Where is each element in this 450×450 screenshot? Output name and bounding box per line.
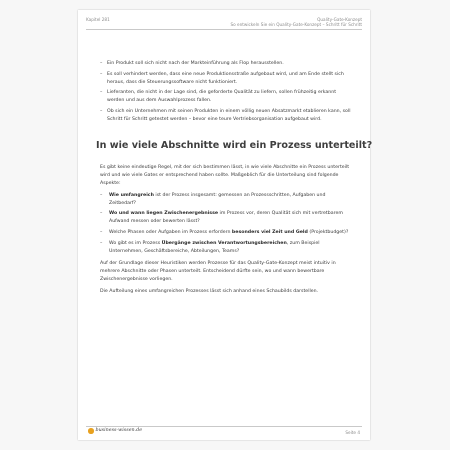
page-body	[96, 60, 373, 300]
header-chapter: Kapitel 281	[86, 17, 110, 22]
list-item-text: Lieferanten, die nicht in der Lage sind, die geforderte Qualität zu liefern, sollen frühzeitig erkannt werden und aus dem Auswahlprozess fallen.	[107, 90, 337, 104]
aspect-emphasis: besonders viel Zeit und Geld	[231, 229, 308, 235]
bullet-dash: –	[100, 192, 103, 198]
list-item-text: Es soll verhindert werden, dass eine neue Produktionsstraße aufgebaut wird, und am Ende stellt sich heraus, dass die Steuerungssoftware nicht funktioniert.	[107, 71, 344, 85]
bullet-dash: –	[100, 108, 103, 114]
list-item	[100, 229, 352, 237]
header-subtitle: So entwickeln Sie ein Quality-Gate-Konzept – Schritt für Schritt	[230, 22, 362, 28]
list-item	[100, 60, 352, 68]
list-item-text: Ob sich ein Unternehmen mit seinen Produkten in einem völlig neuen Absatzmarkt etablieren kann, soll Schritt für Schritt getestet werden – bevor eine teure Vertriebsorganisation aufgebaut wird.	[107, 108, 351, 122]
logo-text: business-wissen.de	[95, 428, 143, 434]
list-item	[100, 89, 352, 105]
document-page	[78, 10, 373, 440]
body-paragraph: Die Aufteilung eines umfangreichen Prozesses lässt sich anhand eines Schaubilds darstellen.	[100, 288, 319, 294]
list-item	[100, 192, 352, 208]
section-heading: In wie viele Abschnitte wird ein Prozess unterteilt?	[96, 139, 373, 151]
bullet-dash: –	[100, 240, 103, 246]
page-number: Seite 4	[345, 430, 360, 435]
list-item	[100, 108, 352, 124]
intro-bullet-list	[100, 60, 352, 124]
header-title: Quality-Gate-Konzept	[317, 17, 362, 22]
header-titles	[230, 17, 362, 27]
aspect-text: im Prozess vor, deren Qualität sich mit vertretbarem Aufwand messen oder bewerten lässt?	[109, 211, 343, 225]
aspect-text: (Projektbudget)?	[307, 229, 349, 235]
bullet-dash: –	[100, 61, 103, 66]
list-item-text: Ein Produkt soll sich nicht nach der Markteinführung als Flop herausstellen.	[107, 61, 284, 66]
aspects-list	[100, 192, 352, 256]
aspect-text: , zum Beispiel Unternehmen, Geschäftsbereiche, Abteilungen, Teams?	[109, 240, 320, 254]
aspect-text-pre: Wo gibt es im Prozess	[109, 240, 162, 246]
aspect-emphasis: Übergänge zwischen Verantwortungsbereichen	[161, 240, 287, 246]
list-item	[100, 240, 352, 256]
intro-paragraph: Es gibt keine eindeutige Regel, mit der sich bestimmen lässt, in wie viele Abschnitte ein Prozess unterteilt wird und wie viele Gates er entsprechend haben sollte. Maßgeblich für die Unterteilung sind folgende Aspekte:	[100, 164, 350, 186]
logo-dot-icon	[88, 428, 94, 434]
aspect-emphasis: Wie umfangreich	[109, 192, 154, 198]
bullet-dash: –	[100, 229, 103, 235]
aspect-text: ist der Prozess insgesamt: gemessen an Prozessschritten, Aufgaben und Zeitbedarf?	[109, 192, 326, 206]
aspect-text-pre: Welche Phasen oder Aufgaben im Prozess erfordern	[109, 229, 232, 235]
list-item	[100, 210, 352, 226]
list-item	[100, 71, 352, 87]
bullet-dash: –	[100, 71, 103, 77]
footer-logo	[88, 428, 142, 434]
aspect-emphasis: Wo und wann liegen Zwischenergebnisse	[109, 211, 219, 217]
bullet-dash: –	[100, 211, 103, 217]
footer-divider	[86, 426, 362, 427]
body-paragraph: Auf der Grundlage dieser Heuristiken werden Prozesse für das Quality-Gate-Konzept meist intuitiv in mehrere Abschnitte oder Phasen unterteilt. Entscheidend dürfte sein, wo und wann bewertbare Zwischenergebnisse vorliegen.	[100, 260, 336, 282]
bullet-dash: –	[100, 90, 103, 96]
header-divider	[86, 29, 362, 30]
